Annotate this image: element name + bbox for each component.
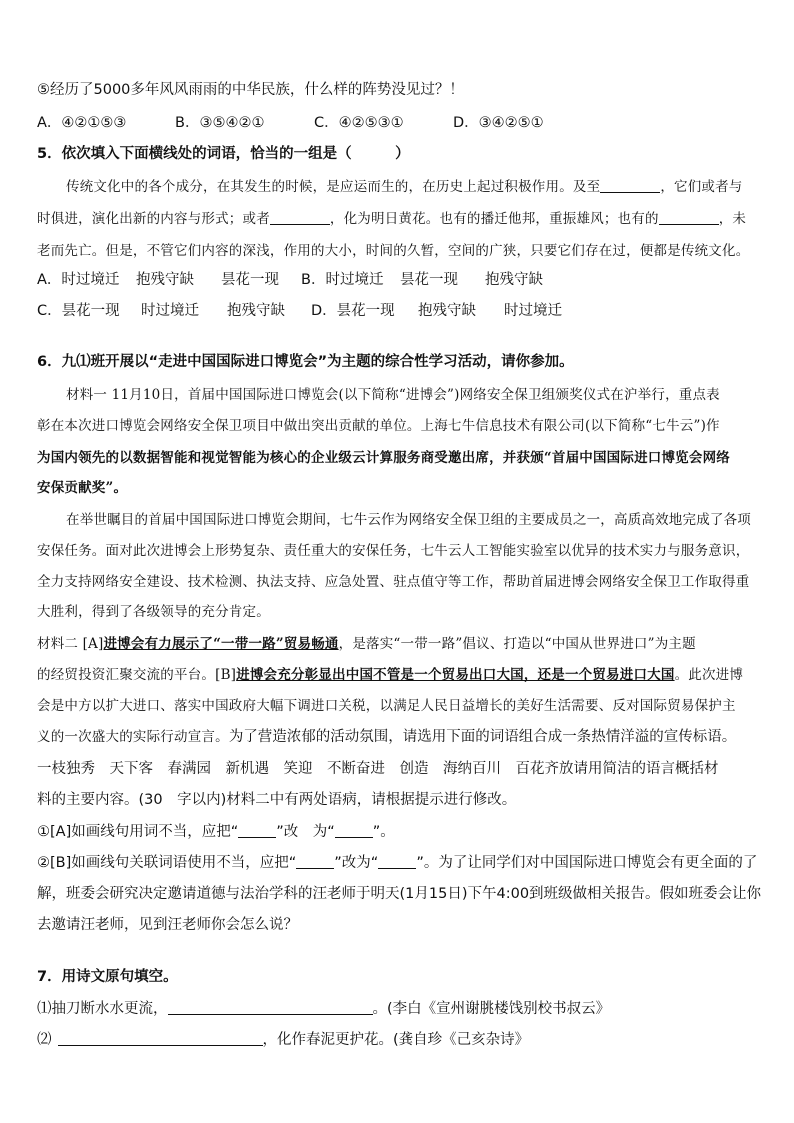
word-bank-line: 一枝独秀 天下客 春满园 新机遇 笑迎 不断奋进 创造 海纳百川 百花齐放请用简洁的语言概括材 <box>37 761 719 777</box>
q5-options-row <box>37 270 543 290</box>
q5-passage-line <box>37 209 746 229</box>
material-1-line: 在举世瞩目的首届中国国际进口博览会期间，七牛云作为网络安全保卫组的主要成员之一，高质高效地完成了各项 <box>66 512 751 528</box>
fix-text: ”改 为“ <box>276 824 335 840</box>
option-b: B．③⑤④②① <box>175 115 265 131</box>
q4-options <box>37 113 544 133</box>
passage-text: 时俱进，演化出新的内容与形式；或者 <box>37 211 270 227</box>
q6-stem: 6．九⑴班开展以“走进中国国际进口博览会”为主题的综合性学习活动，请你参加。 <box>37 354 574 370</box>
option-text: 抱残守缺 <box>485 272 543 288</box>
answer-blank[interactable] <box>168 1000 373 1015</box>
passage-text: 传统文化中的各个成分，在其发生的时候，是应运而生的，在历史上起过积极作用。及至 <box>66 179 601 195</box>
material-1-line: 为国内领先的以数据智能和视觉智能为核心的企业级云计算服务商受邀出席，并获颁“首届中国国际进口博览会网络 <box>37 450 730 466</box>
material-2-line <box>37 727 736 747</box>
option-text: 时过境迁 <box>141 303 199 319</box>
passage-text: ，化为明日黄花。也有的播迁他邦，重振雄风；也有的 <box>329 211 659 227</box>
material-2-text: 。此次进博 <box>674 667 744 683</box>
option-text: 抱残守缺 <box>136 272 194 288</box>
material-2-label: 材料二 [A] <box>37 636 104 652</box>
blank-3 <box>659 210 719 225</box>
material-2-text: 义的一次盛大的实际行动宣言。 <box>37 729 229 745</box>
fix-1 <box>37 822 395 842</box>
blank-1 <box>600 178 660 193</box>
option-a: A．④②①⑤③ <box>37 115 127 131</box>
q4-item-5: ⑤经历了5000多年风风雨雨的中华民族，什么样的阵势没见过？！ <box>37 82 464 98</box>
q5-stem: 5．依次填入下面横线处的词语，恰当的一组是（ ） <box>37 146 410 162</box>
option-c: C．④②⑤③① <box>314 115 404 131</box>
option-text: D．昙花一现 <box>311 303 395 319</box>
answer-blank[interactable] <box>58 1031 263 1046</box>
material-2-text: ，是落实“一带一路”倡议、打造以“中国从世界进口”为主题 <box>338 636 696 652</box>
invitation-prompt: 去邀请汪老师，见到汪老师你会怎么说？ <box>37 917 298 933</box>
answer-blank[interactable] <box>238 823 276 838</box>
item-number: ⑵ <box>37 1032 52 1048</box>
q5-options-row <box>37 301 562 321</box>
q7-item-2 <box>37 1030 529 1050</box>
option-text: 抱残守缺 <box>418 303 476 319</box>
fix-text: ①[A]如画线句用词不当，应把“ <box>37 824 239 840</box>
fix-text: ”。为了让同学们对中国国际进口博览会有更全面的了 <box>416 855 758 871</box>
option-text: 昙花一现 <box>221 272 279 288</box>
option-text: 昙花一现 <box>400 272 458 288</box>
q7-item-1 <box>37 999 610 1019</box>
fix-text: ②[B]如画线句关联词语使用不当，应把“ <box>37 855 297 871</box>
q7-stem: 7．用诗文原句填空。 <box>37 969 178 985</box>
option-text: 抱残守缺 <box>227 303 285 319</box>
answer-blank[interactable] <box>335 823 373 838</box>
fix-text: ”改为“ <box>334 855 379 871</box>
blank-2 <box>270 210 330 225</box>
q5-passage-line <box>66 177 743 197</box>
material-1-line: 材料一 11月10日，首届中国国际进口博览会(以下简称“进博会”)网络安全保卫组颁奖仪式在沪举行，重点表 <box>66 387 720 403</box>
poem-source: 。(李白《宣州谢朓楼饯别校书叔云》 <box>372 1001 611 1017</box>
option-text: C．昙花一现 <box>37 303 120 319</box>
material-1-line: 彰在本次进口博览会网络安全保卫项目中做出突出贡献的单位。上海七牛信息技术有限公司(以下简称“七牛云”)作 <box>37 418 720 434</box>
passage-text: ，它们或者与 <box>660 179 743 195</box>
option-d: D．③④②⑤① <box>453 115 544 131</box>
material-2-line <box>37 665 743 685</box>
material-1-line: 大胜利，得到了各级领导的充分肯定。 <box>37 604 270 620</box>
fix-2 <box>37 853 757 873</box>
q5-passage-line: 老而先亡。但是，不管它们内容的深浅，作用的大小，时间的久暂，空间的广狭，只要它们存在过，便都是传统文化。 <box>37 243 750 259</box>
summary-prompt: 料的主要内容。(30 字以内)材料二中有两处语病，请根据提示进行修改。 <box>37 792 517 808</box>
slogan-prompt: 为了营造浓郁的活动氛围，请选用下面的词语组合成一条热情洋溢的宣传标语。 <box>228 729 737 745</box>
material-1-line: 全力支持网络安全建设、技术检测、执法支持、应急处置、驻点值守等工作，帮助首届进博会网络安全保卫工作取得重 <box>37 574 750 590</box>
invitation-prompt: 解，班委会研究决定邀请道德与法治学科的汪老师于明天(1月15日)下午4:00到班级做相关报告。假如班委会让你 <box>37 886 762 902</box>
option-text: A．时过境迁 <box>37 272 120 288</box>
answer-blank[interactable] <box>296 854 334 869</box>
answer-blank[interactable] <box>378 854 416 869</box>
fix-text: ”。 <box>372 824 395 840</box>
option-text: 时过境迁 <box>504 303 562 319</box>
option-text: B．时过境迁 <box>301 272 384 288</box>
material-1-line: 安保贡献奖”。 <box>37 480 128 496</box>
poem-source: ，化作春泥更护花。(龚自珍《己亥杂诗》 <box>262 1032 530 1048</box>
passage-text: ，未 <box>718 211 747 227</box>
underlined-sentence-a: 进博会有力展示了“一带一路”贸易畅通 <box>103 636 339 652</box>
material-2-text: 的经贸投资汇聚交流的平台。[B] <box>37 667 237 683</box>
material-1-line: 安保任务。面对此次进博会上形势复杂、责任重大的安保任务，七牛云人工智能实验室以优异的技术实力与服务意识， <box>37 543 750 559</box>
poem-text: ⑴抽刀断水水更流， <box>37 1001 168 1017</box>
material-2-line: 会是中方以扩大进口、落实中国政府大幅下调进口关税，以满足人民日益增长的美好生活需要、反对国际贸易保护主 <box>37 698 736 714</box>
material-2-line <box>37 634 696 654</box>
underlined-sentence-b: 进博会充分彰显出中国不管是一个贸易出口大国，还是一个贸易进口大国 <box>236 667 675 683</box>
